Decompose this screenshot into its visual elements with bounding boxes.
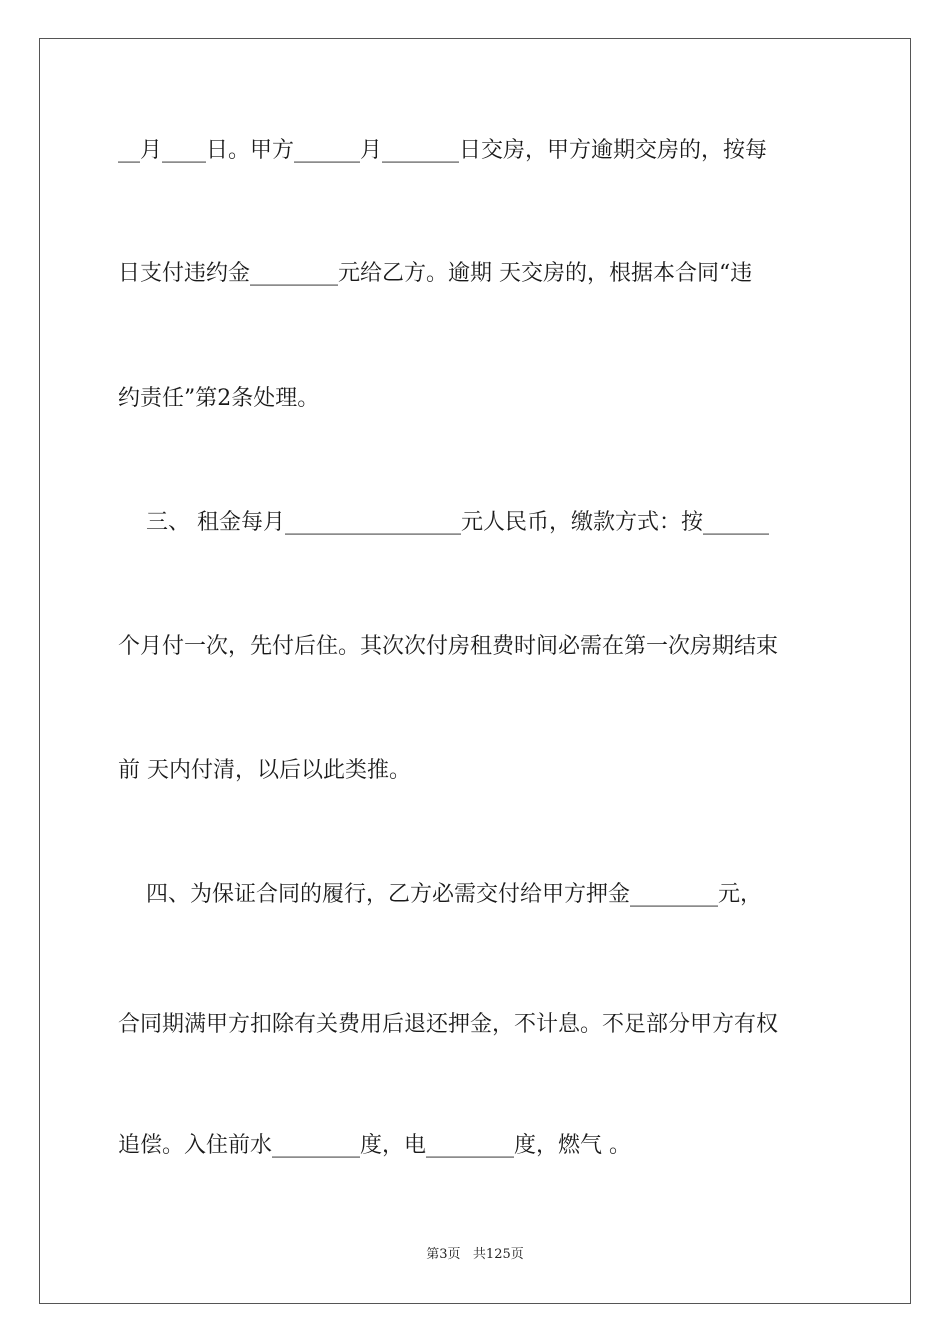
text-line-9: 追偿。入住前水________度，电________度，燃气 。	[118, 1133, 631, 1158]
page-border	[39, 38, 911, 1304]
text-line-5: 个月付一次，先付后住。其次次付房租费时间必需在第一次房期结束	[118, 634, 779, 659]
text-line-8: 合同期满甲方扣除有关费用后退还押金，不计息。不足部分甲方有权	[118, 1012, 779, 1037]
text-line-1: __月____日。甲方______月_______日交房，甲方逾期交房的，按每	[118, 138, 768, 163]
text-line-3: 约责任”第2条处理。	[118, 386, 320, 411]
text-line-4: 三、 租金每月________________元人民币，缴款方式：按______	[118, 510, 769, 535]
text-line-6: 前 天内付清，以后以此类推。	[118, 758, 411, 783]
text-line-7: 四、为保证合同的履行，乙方必需交付给甲方押金________元，	[118, 882, 762, 907]
page-number-footer: 第3页 共125页	[426, 1247, 524, 1262]
text-line-2: 日支付违约金________元给乙方。逾期 天交房的，根据本合同“违	[118, 261, 753, 286]
